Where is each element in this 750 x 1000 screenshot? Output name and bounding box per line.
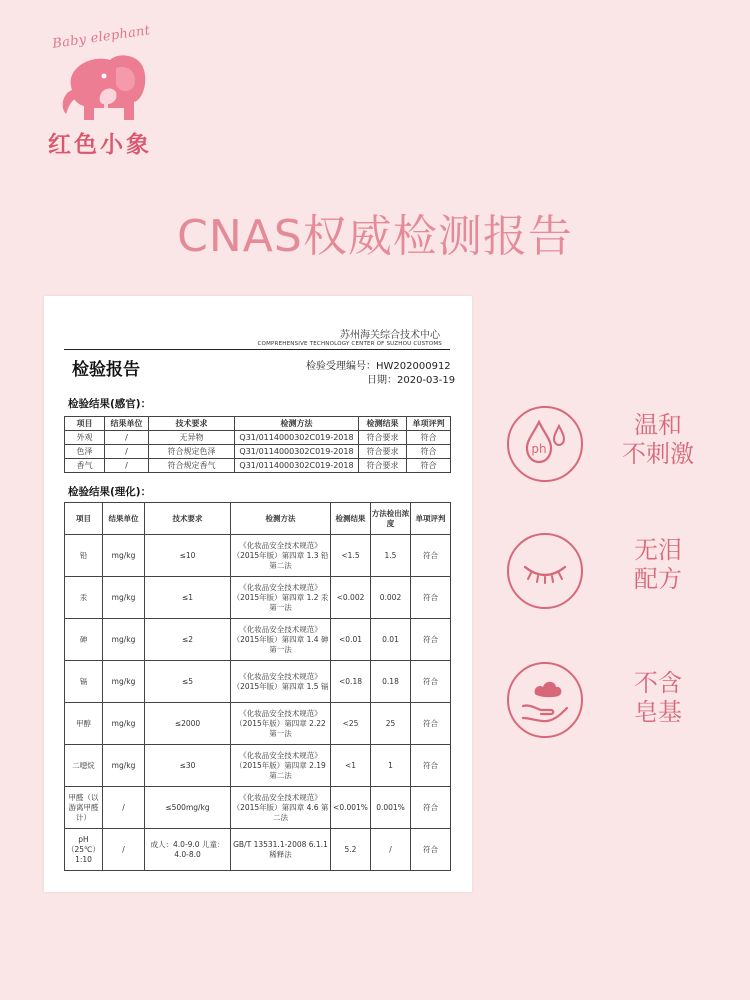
feature-mild xyxy=(606,411,710,469)
table-cell: 符合 xyxy=(411,619,451,661)
headline: CNAS权威检测报告 xyxy=(177,211,573,262)
table-cell: 符合 xyxy=(411,829,451,871)
feature-tearless xyxy=(606,536,710,594)
acceptance-number: 检验受理编号：HW202000912 xyxy=(306,361,451,372)
table-row xyxy=(65,431,451,445)
table-cell: 成人：4.0-9.0 儿童：4.0-8.0 xyxy=(145,829,231,871)
feature-line: 皂基 xyxy=(634,698,682,726)
table-cell: 符合 xyxy=(407,431,451,445)
table-cell: / xyxy=(103,829,145,871)
table-cell: 1 xyxy=(371,745,411,787)
table-cell: <0.001% xyxy=(331,787,371,829)
table-cell: Q31/0114000302C019-2018 xyxy=(235,445,359,459)
header-cell: 结果单位 xyxy=(105,417,149,431)
feature-line: 不含 xyxy=(634,669,682,697)
table-cell: 0.001% xyxy=(371,787,411,829)
table-cell: <1.5 xyxy=(331,535,371,577)
table-row xyxy=(65,745,451,787)
table-cell: Q31/0114000302C019-2018 xyxy=(235,431,359,445)
table-cell: / xyxy=(371,829,411,871)
table-cell: mg/kg xyxy=(103,661,145,703)
sensory-heading: 检验结果(感官)： xyxy=(68,398,152,410)
sensory-table xyxy=(64,416,451,473)
header-cell: 项目 xyxy=(65,417,105,431)
table-cell: <25 xyxy=(331,703,371,745)
table-row xyxy=(65,535,451,577)
table-cell: 汞 xyxy=(65,577,103,619)
table-cell: 符合要求 xyxy=(359,445,407,459)
brand-english-name: Baby elephant xyxy=(51,23,152,52)
table-cell: GB/T 13531.1-2008 6.1.1 稀释法 xyxy=(231,829,331,871)
brand-chinese-name: 红色小象 xyxy=(48,132,152,158)
table-row xyxy=(65,703,451,745)
header-cell: 方法检出浓度 xyxy=(371,503,411,535)
table-row xyxy=(65,619,451,661)
table-cell: 甲醇 xyxy=(65,703,103,745)
table-row xyxy=(65,787,451,829)
report-date: 日期：2020-03-19 xyxy=(367,375,456,386)
table-cell: 符合 xyxy=(411,661,451,703)
table-cell: 《化妆品安全技术规范》（2015年版）第四章 1.3 铅 第二法 xyxy=(231,535,331,577)
table-cell: ≤5 xyxy=(145,661,231,703)
table-cell: 符合规定香气 xyxy=(149,459,235,473)
table-cell: 铅 xyxy=(65,535,103,577)
table-cell: / xyxy=(105,459,149,473)
table-cell: 《化妆品安全技术规范》（2015年版）第四章 2.22 第一法 xyxy=(231,703,331,745)
elephant-icon xyxy=(54,50,154,126)
table-cell: 符合 xyxy=(411,787,451,829)
table-cell: 《化妆品安全技术规范》（2015年版）第四章 1.4 砷 第一法 xyxy=(231,619,331,661)
table-cell: 砷 xyxy=(65,619,103,661)
brand-logo xyxy=(44,23,164,158)
table-cell: / xyxy=(105,431,149,445)
table-cell: Q31/0114000302C019-2018 xyxy=(235,459,359,473)
table-row xyxy=(65,829,451,871)
table-cell: ≤500mg/kg xyxy=(145,787,231,829)
table-cell: 无异物 xyxy=(149,431,235,445)
table-cell: 《化妆品安全技术规范》（2015年版）第四章 1.5 镉 xyxy=(231,661,331,703)
table-cell: 符合 xyxy=(411,703,451,745)
table-cell: 符合要求 xyxy=(359,459,407,473)
table-cell: 25 xyxy=(371,703,411,745)
table-cell: 《化妆品安全技术规范》（2015年版）第四章 4.6 第二法 xyxy=(231,787,331,829)
table-cell: pH（25℃）1:10 xyxy=(65,829,103,871)
feature-line: 不刺激 xyxy=(622,440,694,468)
table-cell: 符合 xyxy=(407,459,451,473)
table-cell: 色泽 xyxy=(65,445,105,459)
table-cell: 香气 xyxy=(65,459,105,473)
header-cell: 项目 xyxy=(65,503,103,535)
table-cell: 符合 xyxy=(407,445,451,459)
header-cell: 检测结果 xyxy=(359,417,407,431)
table-row xyxy=(65,661,451,703)
table-cell: / xyxy=(103,787,145,829)
header-cell: 检测方法 xyxy=(235,417,359,431)
table-cell: ≤1 xyxy=(145,577,231,619)
closed-eye-icon xyxy=(505,531,585,611)
table-cell: <0.18 xyxy=(331,661,371,703)
table-cell: 二噁烷 xyxy=(65,745,103,787)
organization-chinese: 苏州海关综合技术中心 xyxy=(340,330,440,341)
table-cell: 《化妆品安全技术规范》（2015年版）第四章 1.2 汞 第一法 xyxy=(231,577,331,619)
table-header-row xyxy=(65,417,451,431)
inspection-report xyxy=(44,296,472,892)
header-divider xyxy=(64,349,450,350)
chemical-table xyxy=(64,502,451,871)
table-cell: mg/kg xyxy=(103,577,145,619)
report-title: 检验报告 xyxy=(72,360,140,380)
table-cell: <1 xyxy=(331,745,371,787)
header-cell: 技术要求 xyxy=(149,417,235,431)
table-row xyxy=(65,459,451,473)
feature-line: 温和 xyxy=(634,411,682,439)
header-cell: 检测方法 xyxy=(231,503,331,535)
table-cell: ≤2000 xyxy=(145,703,231,745)
table-cell: 符合要求 xyxy=(359,431,407,445)
table-cell: 1.5 xyxy=(371,535,411,577)
table-cell: 镉 xyxy=(65,661,103,703)
table-cell: ≤30 xyxy=(145,745,231,787)
table-cell: 甲醛（以游离甲醛计） xyxy=(65,787,103,829)
table-cell: 0.002 xyxy=(371,577,411,619)
table-cell: 0.18 xyxy=(371,661,411,703)
header-cell: 单项评判 xyxy=(411,503,451,535)
table-cell: 符合规定色泽 xyxy=(149,445,235,459)
chemical-heading: 检验结果(理化)： xyxy=(68,486,152,498)
table-cell: 外观 xyxy=(65,431,105,445)
table-cell: 5.2 xyxy=(331,829,371,871)
header-cell: 技术要求 xyxy=(145,503,231,535)
table-cell: mg/kg xyxy=(103,619,145,661)
table-row xyxy=(65,445,451,459)
feature-line: 无泪 xyxy=(634,536,682,564)
table-cell: <0.01 xyxy=(331,619,371,661)
table-cell: ≤10 xyxy=(145,535,231,577)
table-cell: 符合 xyxy=(411,577,451,619)
table-cell: 《化妆品安全技术规范》（2015年版）第四章 2.19 第二法 xyxy=(231,745,331,787)
table-cell: mg/kg xyxy=(103,745,145,787)
table-cell: 符合 xyxy=(411,745,451,787)
table-cell: mg/kg xyxy=(103,535,145,577)
ph-drop-icon xyxy=(505,404,585,484)
table-cell: 符合 xyxy=(411,535,451,577)
organization-english: COMPREHENSIVE TECHNOLOGY CENTER OF SUZHOU CUSTOMS xyxy=(257,341,442,347)
table-row xyxy=(65,577,451,619)
table-header-row xyxy=(65,503,451,535)
feature-line: 配方 xyxy=(634,565,682,593)
table-cell: / xyxy=(105,445,149,459)
header-cell: 检测结果 xyxy=(331,503,371,535)
table-cell: 0.01 xyxy=(371,619,411,661)
feature-no-soap xyxy=(606,669,710,727)
svg-text:ph: ph xyxy=(531,442,547,456)
header-cell: 结果单位 xyxy=(103,503,145,535)
hand-foam-icon xyxy=(505,660,585,740)
table-cell: <0.002 xyxy=(331,577,371,619)
table-cell: mg/kg xyxy=(103,703,145,745)
table-cell: ≤2 xyxy=(145,619,231,661)
header-cell: 单项评判 xyxy=(407,417,451,431)
